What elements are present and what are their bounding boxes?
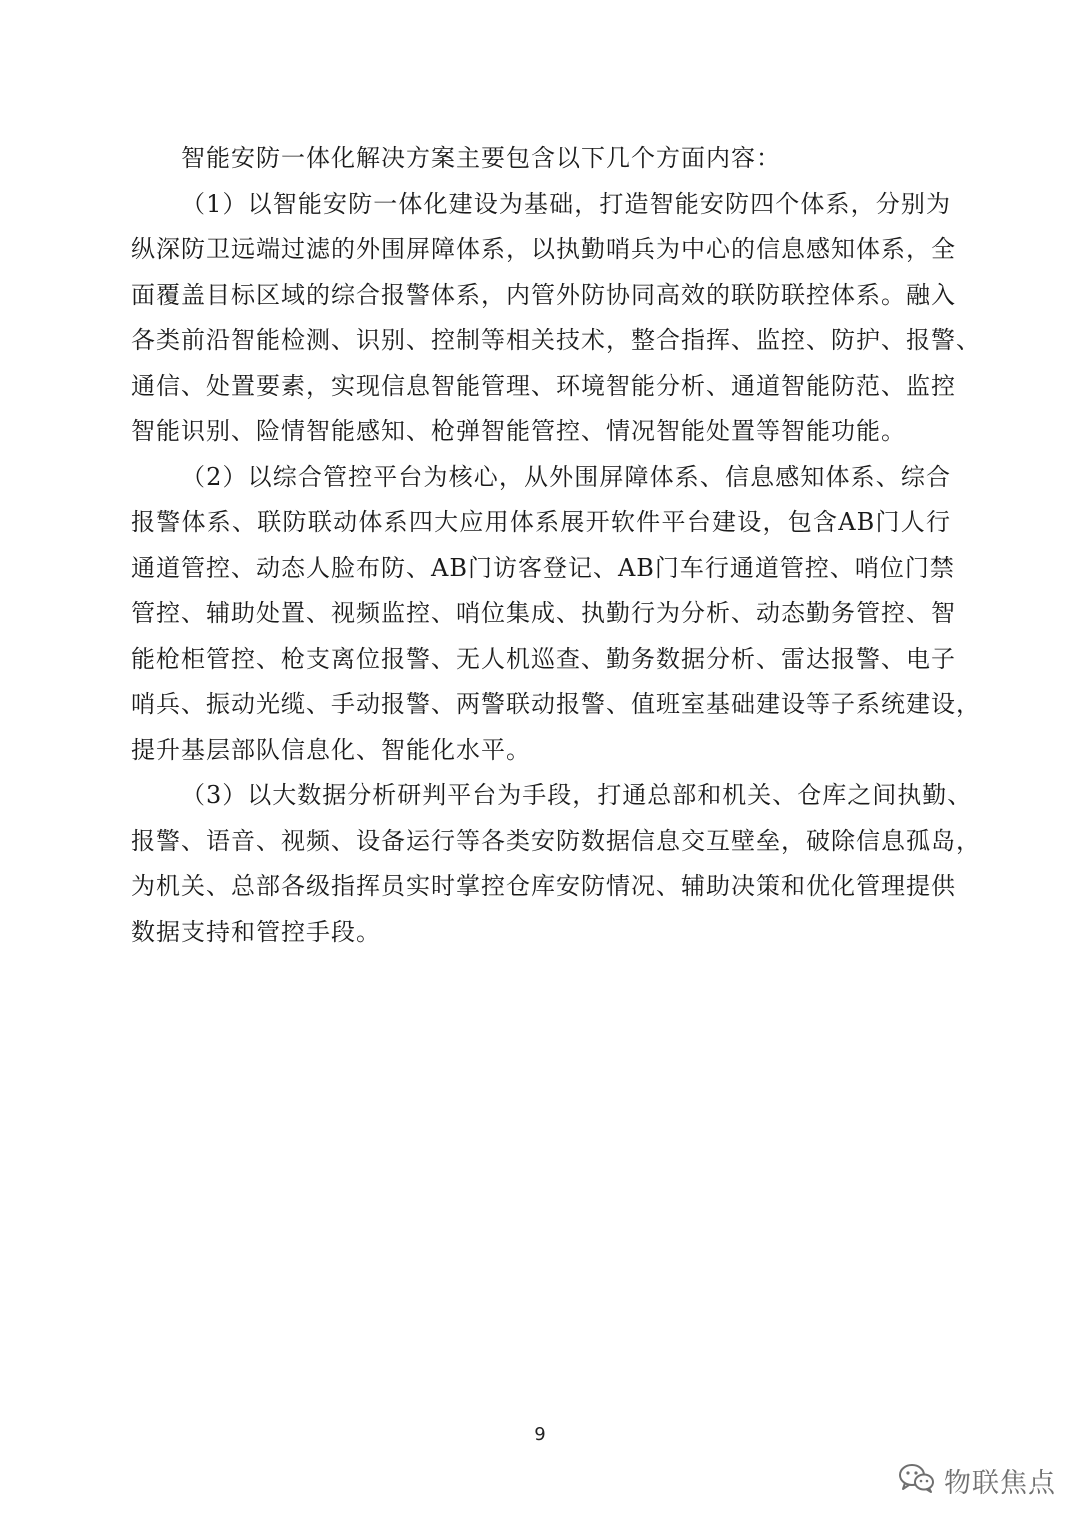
watermark-text: 物联焦点	[944, 1467, 1056, 1499]
text-line: 报警、语音、视频、设备运行等各类安防数据信息交互壁垒，破除信息孤岛，	[131, 826, 981, 855]
wechat-icon	[898, 1462, 936, 1498]
page-number: 9	[534, 1424, 546, 1445]
text-line: 通道管控、动态人脸布防、AB门访客登记、AB门车行通道管控、哨位门禁	[131, 553, 955, 582]
text-line: 智能安防一体化解决方案主要包含以下几个方面内容：	[181, 144, 781, 172]
paragraph-item-2	[131, 455, 981, 774]
text-line: 管控、辅助处置、视频监控、哨位集成、执勤行为分析、动态勤务管控、智	[131, 599, 956, 627]
watermark	[898, 1455, 1056, 1505]
text-line: 纵深防卫远端过滤的外围屏障体系，以执勤哨兵为中心的信息感知体系，全	[131, 235, 956, 263]
text-line: 能枪柜管控、枪支离位报警、无人机巡查、勤务数据分析、雷达报警、电子	[131, 644, 956, 673]
text-line: 各类前沿智能检测、识别、控制等相关技术，整合指挥、监控、防护、报警、	[131, 326, 981, 354]
text-line: 智能识别、险情智能感知、枪弹智能管控、情况智能处置等智能功能。	[131, 417, 906, 445]
text-line: 通信、处置要素，实现信息智能管理、环境智能分析、通道智能防范、监控	[131, 371, 956, 400]
text-line: 报警体系、联防联动体系四大应用体系展开软件平台建设，包含AB门人行	[131, 508, 951, 536]
paragraph-item-3	[131, 773, 981, 955]
document-body	[131, 136, 981, 955]
text-line: 数据支持和管控手段。	[131, 917, 381, 946]
paragraph-intro	[131, 136, 951, 182]
text-line: （2）以综合管控平台为核心，从外围屏障体系、信息感知体系、综合	[181, 462, 951, 491]
text-line: （3）以大数据分析研判平台为手段，打通总部和机关、仓库之间执勤、	[181, 781, 973, 809]
text-line: （1）以智能安防一体化建设为基础，打造智能安防四个体系，分别为	[181, 189, 951, 218]
text-line: 提升基层部队信息化、智能化水平。	[131, 735, 531, 764]
paragraph-item-1	[131, 182, 981, 455]
text-line: 为机关、总部各级指挥员实时掌控仓库安防情况、辅助决策和优化管理提供	[131, 872, 956, 900]
text-line: 面覆盖目标区域的综合报警体系，内管外防协同高效的联防联控体系。融入	[131, 280, 956, 309]
text-line: 哨兵、振动光缆、手动报警、两警联动报警、值班室基础建设等子系统建设，	[131, 690, 981, 718]
